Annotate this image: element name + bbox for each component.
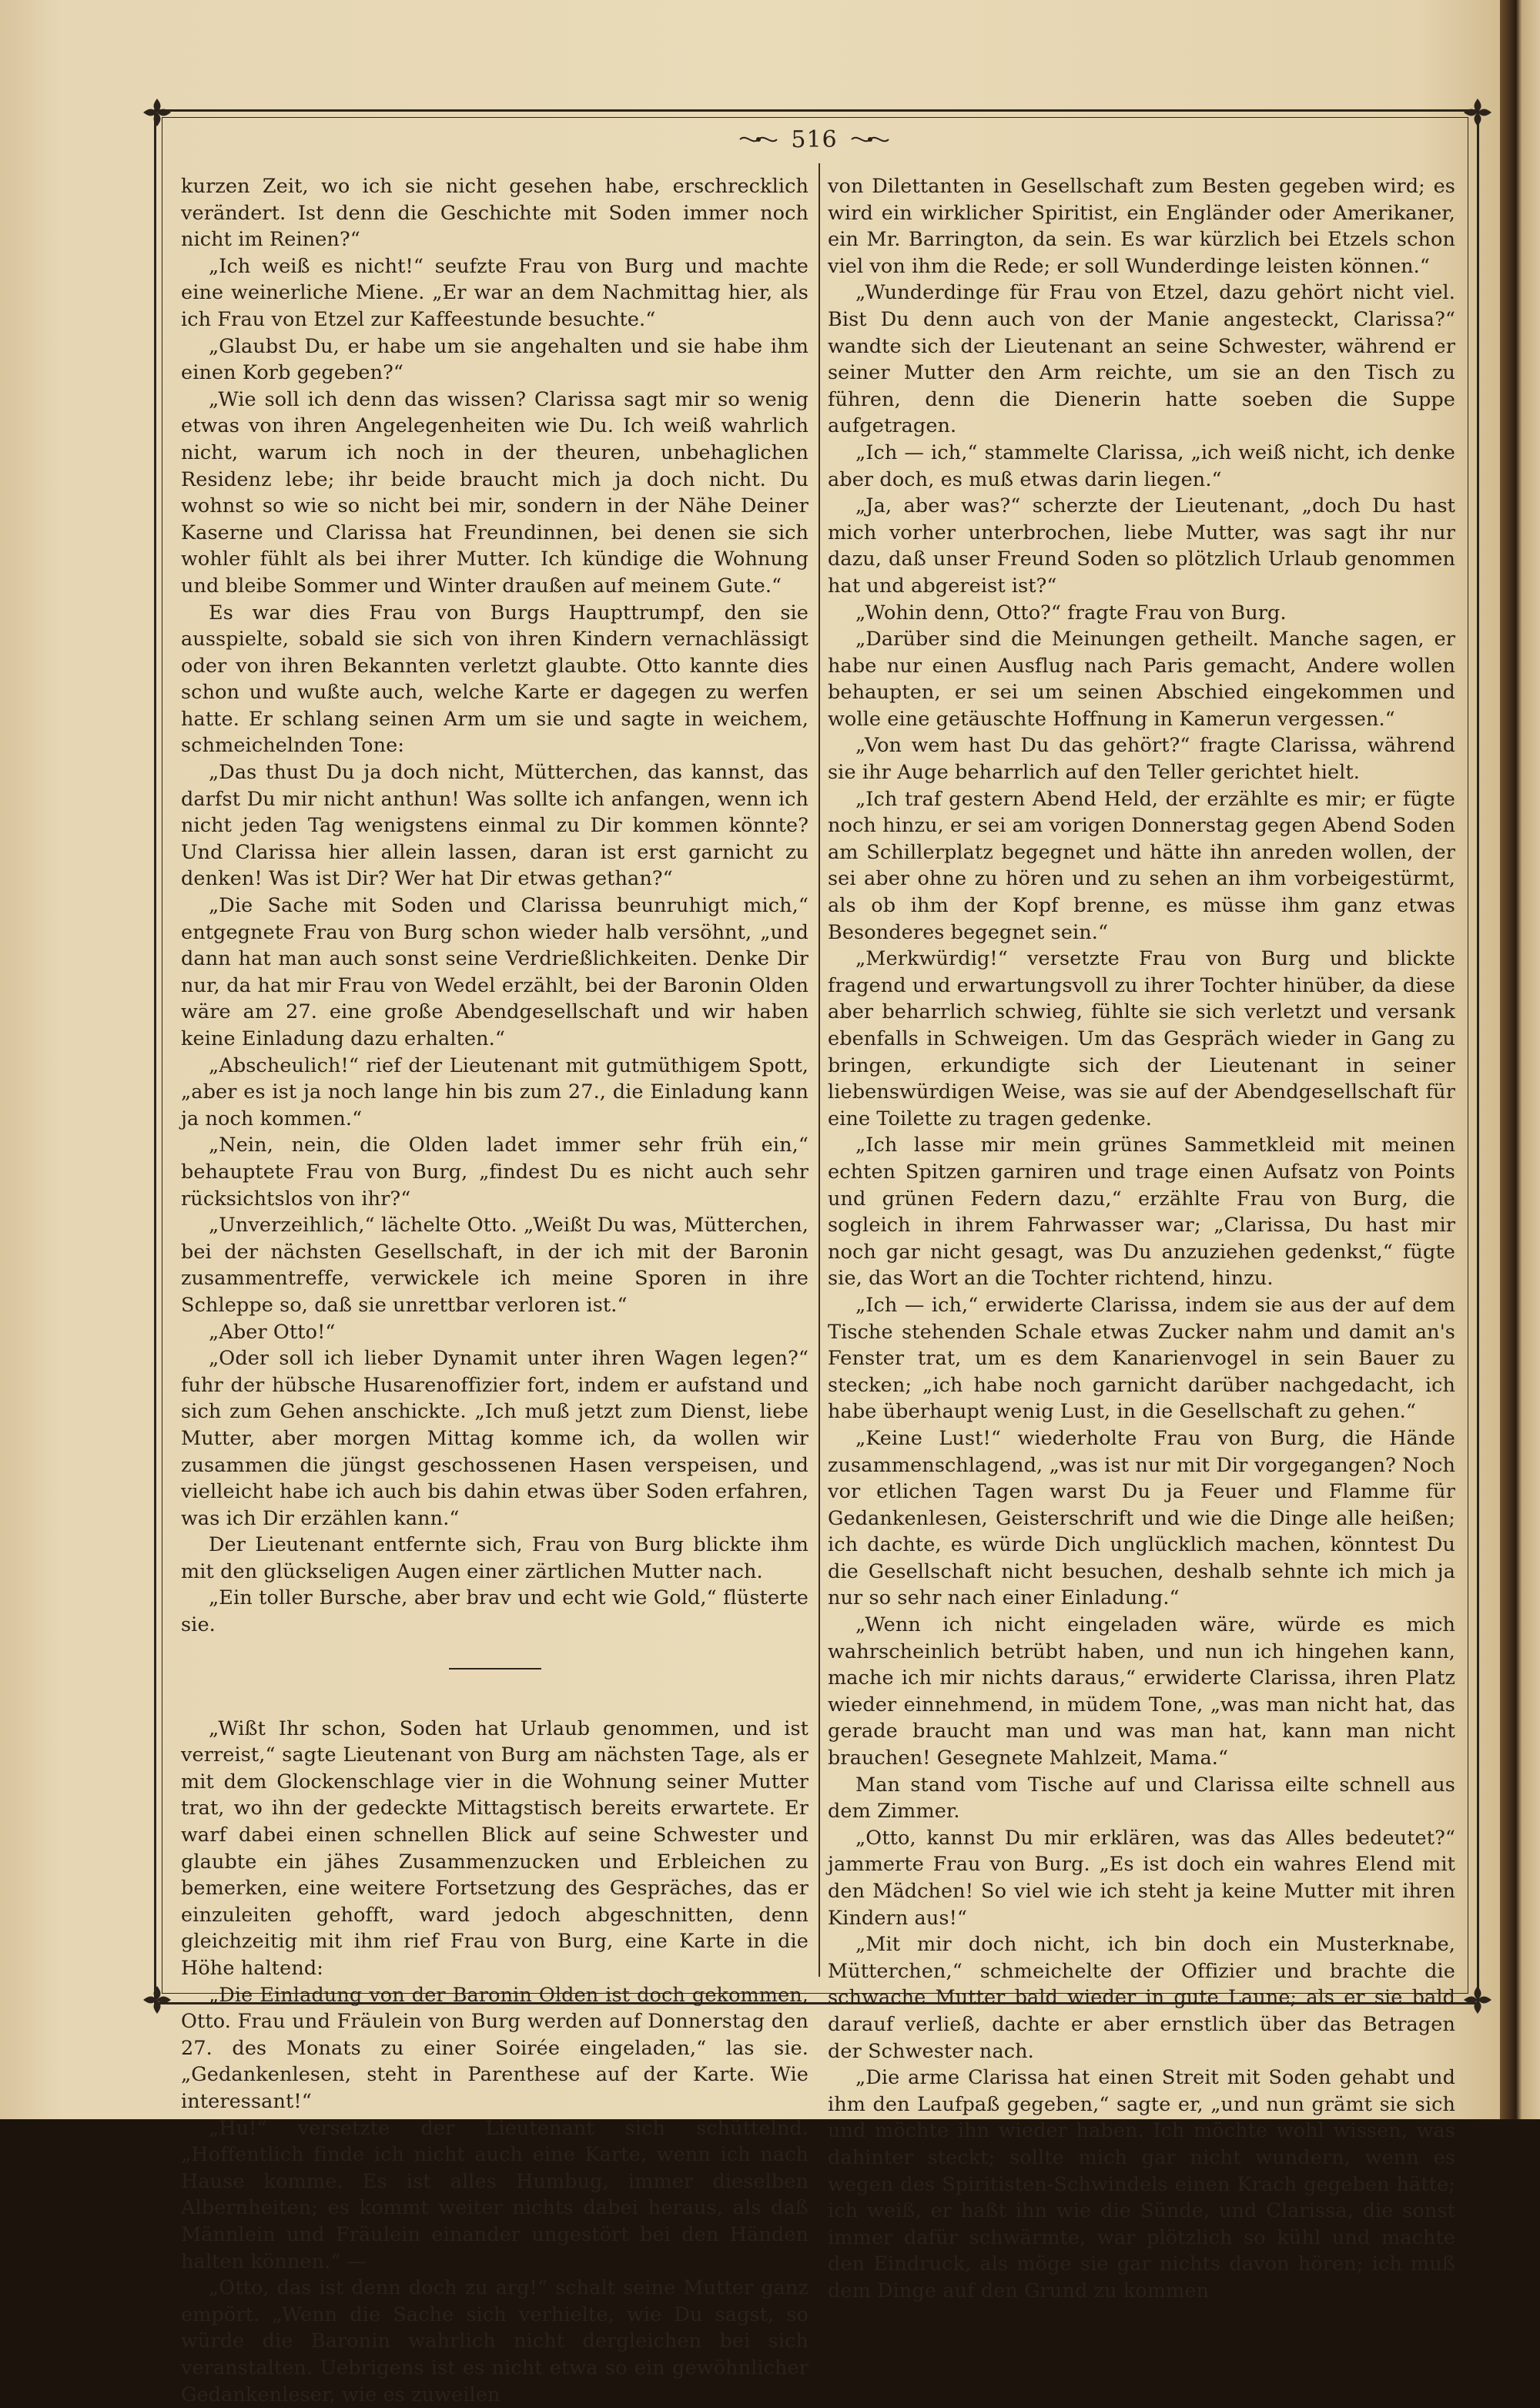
paragraph: von Dilettanten in Gesellschaft zum Besten gegeben wird; es wird ein wirklicher Spiritist, ein Engländer oder Amerikaner, ein Mr. Barrington, da sein. Es war kürzlich bei Etzels schon viel von ihm die Rede; er soll Wunderdinge leisten können.“: [828, 175, 1455, 278]
paragraph: „Hu!“ versetzte der Lieutenant sich schüttelnd. „Hoffentlich finde ich nicht auch eine Karte, wenn ich nach Hause komme. Es ist alles Humbug, immer dieselben Albernheiten; es kommt weiter nichts dabei heraus, als daß Männlein und Fräulein einander ungestört bei den Händen halten können.“ —: [181, 2116, 808, 2273]
paragraph: „Otto, das ist denn doch zu arg!“ schalt seine Mutter ganz empört. „Wenn die Sache sich verhielte, wie Du sagst, so würde die Baronin wahrlich nicht dergleichen bei sich veranstalten. Uebrigens ist es nicht etwa so ein gewöhnlicher Gedankenleser, wie es zuweilen: [181, 2276, 808, 2406]
corner-ornament-icon: [139, 1981, 176, 2018]
adjacent-page-edge: [1500, 0, 1540, 2119]
page-number: 516: [791, 126, 838, 153]
paragraph: „Wohin denn, Otto?“ fragte Frau von Burg.: [855, 601, 1287, 625]
page-header: [177, 122, 1451, 157]
paragraph: „Das thust Du ja doch nicht, Mütterchen, das kannst, das darfst Du mir nicht anthun! Was sollte ich anfangen, wenn ich nicht jeden Tag wenigstens einmal zu Dir kommen könnte? Und Clarissa hier allein lassen, daran ist erst garnicht zu denken! Was ist Dir? Wer hat Dir etwas gethan?“: [181, 761, 808, 891]
paragraph: „Aber Otto!“: [209, 1320, 336, 1344]
paragraph: „Wunderdinge für Frau von Etzel, dazu gehört nicht viel. Bist Du denn auch von der Manie angesteckt, Clarissa?“ wandte sich der Lieutenant an seine Schwester, während er seiner Mutter den Arm reichte, um sie an den Tisch zu führen, denn die Dienerin hatte soeben die Suppe aufgetragen.: [828, 281, 1455, 438]
paragraph: Es war dies Frau von Burgs Haupttrumpf, den sie ausspielte, sobald sie sich von ihren Kindern vernachlässigt oder von ihren Bekannten verletzt glaubte. Otto kannte dies schon und wußte auch, welche Karte er dagegen zu werfen hatte. Er schlang seinen Arm um sie und sagte in weichem, schmeichelnden Tone:: [181, 601, 808, 758]
paragraph: „Ich traf gestern Abend Held, der erzählte es mir; er fügte noch hinzu, er sei am vorigen Donnerstag gegen Abend Soden am Schillerplatz begegnet und hätte ihn anreden wollen, der sei aber ohne zu hören und zu sehen an ihm vorbeigestürmt, als ob ihm der Kopf brenne, es müsse ihm ganz etwas Besonderes begegnet sein.“: [828, 787, 1455, 944]
paragraph: „Ich — ich,“ erwiderte Clarissa, indem sie aus der auf dem Tische stehenden Schale etwas Zucker nahm und damit an's Fenster trat, um es dem Kanarienvogel in sein Bauer zu stecken; „ich habe noch garnicht darüber nachgedacht, ich habe überhaupt wenig Lust, in die Gesellschaft zu gehen.“: [828, 1293, 1455, 1424]
paragraph: „Ein toller Bursche, aber brav und echt wie Gold,“ flüsterte sie.: [181, 1586, 808, 1637]
corner-ornament-icon: [139, 94, 176, 131]
paragraph: „Unverzeihlich,“ lächelte Otto. „Weißt Du was, Mütterchen, bei der nächsten Gesellschaft, in der ich mit der Baronin zusammentreffe, verwickele ich meine Sporen in ihre Schleppe so, daß sie unrettbar verloren ist.“: [181, 1214, 808, 1317]
paragraph: kurzen Zeit, wo ich sie nicht gesehen habe, erschrecklich verändert. Ist denn die Geschichte mit Soden immer noch nicht im Reinen?“: [181, 175, 808, 252]
paragraph: „Nein, nein, die Olden ladet immer sehr früh ein,“ behauptete Frau von Burg, „findest Du es nicht auch sehr rücksichtslos von ihr?“: [181, 1134, 808, 1211]
paragraph: „Abscheulich!“ rief der Lieutenant mit gutmüthigem Spott, „aber es ist ja noch lange hin bis zum 27., die Einladung kann ja noch kommen.“: [181, 1053, 808, 1130]
corner-ornament-icon: [1459, 94, 1496, 131]
flourish-right-icon: [850, 132, 890, 146]
paragraph: „Ja, aber was?“ scherzte der Lieutenant, „doch Du hast mich vorher unterbrochen, liebe Mutter, was sagt ihr nur dazu, daß unser Freund Soden so plötzlich Urlaub genommen hat und abgereist ist?“: [828, 494, 1455, 598]
paragraph: „Otto, kannst Du mir erklären, was das Alles bedeutet?“ jammerte Frau von Burg. „Es ist doch ein wahres Elend mit den Mädchen! So viel wie ich steht ja keine Mutter mit ihren Kindern aus!“: [828, 1826, 1455, 1930]
paragraph: „Mit mir doch nicht, ich bin doch ein Musterknabe, Mütterchen,“ schmeichelte der Offizier und brachte die schwache Mutter bald wieder in gute Laune; als er sie bald darauf verließ, dachte er aber ernstlich über das Betragen der Schwester nach.: [828, 1933, 1455, 2063]
left-column: [181, 173, 808, 2406]
paragraph: Der Lieutenant entfernte sich, Frau von Burg blickte ihm mit den glückseligen Augen einer zärtlichen Mutter nach.: [181, 1533, 808, 1583]
paragraph: „Glaubst Du, er habe um sie angehalten und sie habe ihm einen Korb gegeben?“: [181, 334, 808, 385]
paragraph: „Die arme Clarissa hat einen Streit mit Soden gehabt und ihm den Laufpaß gegeben,“ sagte er, „und nun grämt sie sich und möchte ihn wieder haben. Ich möchte wohl wissen, was dahinter steckt; sollte mich gar nicht wundern, wenn es wegen des Spiritisten-Schwindels einen Krach gegeben hätte; ich weiß, er haßt ihn wie die Sünde, und Clarissa, die sonst immer dafür schwärmte, war plötzlich so kühl und machte den Eindruck, als möge sie gar nichts davon hören; ich muß dem Dinge auf den Grund zu kommen: [828, 2066, 1455, 2303]
right-column: [828, 173, 1455, 2303]
flourish-left-icon: [738, 132, 778, 146]
paragraph: „Ich lasse mir mein grünes Sammetkleid mit meinen echten Spitzen garniren und trage einen Aufsatz von Points und grünen Federn dazu,“ erzählte Frau von Burg, die sogleich in ihrem Fahrwasser war; „Clarissa, Du hast mir noch gar nicht gesagt, was Du anzuziehen gedenkst,“ fügte sie, das Wort an die Tochter richtend, hinzu.: [828, 1134, 1455, 1291]
paragraph: „Die Sache mit Soden und Clarissa beunruhigt mich,“ entgegnete Frau von Burg schon wieder halb versöhnt, „und dann hat man auch sonst seine Verdrießlichkeiten. Denke Dir nur, da hat mir Frau von Wedel erzählt, bei der Baronin Olden wäre am 27. eine große Abendgesellschaft und wir haben keine Einladung dazu erhalten.“: [181, 894, 808, 1050]
paragraph: „Die Einladung von der Baronin Olden ist doch gekommen, Otto. Frau und Fräulein von Burg werden auf Donnerstag den 27. des Monats zu einer Soirée eingeladen,“ las sie. „Gedankenlesen, steht in Parenthese auf der Karte. Wie interessant!“: [181, 1983, 808, 2113]
paragraph: „Oder soll ich lieber Dynamit unter ihren Wagen legen?“ fuhr der hübsche Husarenoffizier fort, indem er aufstand und sich zum Gehen anschickte. „Ich muß jetzt zum Dienst, liebe Mutter, aber morgen Mittag komme ich, da wollen wir zusammen die jüngst geschossenen Hasen verspeisen, und vielleicht habe ich auch bis dahin etwas über Soden erfahren, was ich Dir erzählen kann.“: [181, 1347, 808, 1530]
paragraph: „Darüber sind die Meinungen getheilt. Manche sagen, er habe nur einen Ausflug nach Paris gemacht, Andere wollen behaupten, er sei um seinen Abschied eingekommen und wolle eine getäuschte Hoffnung in Kamerun vergessen.“: [828, 628, 1455, 731]
paragraph: „Wie soll ich denn das wissen? Clarissa sagt mir so wenig etwas von ihren Angelegenheiten wie Du. Ich weiß wahrlich nicht, warum ich noch in der theuren, unbehaglichen Residenz lebe; ihr beide braucht mich ja doch nicht. Du wohnst so wie so nicht bei mir, sondern in der Nähe Deiner Kaserne und Clarissa hat Freundinnen, bei denen sie sich wohler fühlt als bei ihrer Mutter. Ich kündige die Wohnung und bleibe Sommer und Winter draußen auf meinem Gute.“: [181, 387, 808, 598]
paragraph: Man stand vom Tische auf und Clarissa eilte schnell aus dem Zimmer.: [828, 1773, 1455, 1824]
paragraph: „Ich weiß es nicht!“ seufzte Frau von Burg und machte eine weinerliche Miene. „Er war an dem Nachmittag hier, als ich Frau von Etzel zur Kaffeestunde besuchte.“: [181, 254, 808, 331]
paragraph: „Wenn ich nicht eingeladen wäre, würde es mich wahrscheinlich betrübt haben, und nun ich hingehen kann, mache ich mir nichts daraus,“ erwiderte Clarissa, ihren Platz wieder einnehmend, in müdem Tone, „was man nicht hat, das gerade braucht man und was man hat, kann man nicht brauchen! Gesegnete Mahlzeit, Mama.“: [828, 1613, 1455, 1770]
corner-ornament-icon: [1459, 1981, 1496, 2018]
paragraph: „Von wem hast Du das gehört?“ fragte Clarissa, während sie ihr Auge beharrlich auf den Teller gerichtet hielt.: [828, 734, 1455, 785]
section-divider: [449, 1668, 541, 1670]
column-divider: [819, 163, 820, 1977]
paragraph: „Wißt Ihr schon, Soden hat Urlaub genommen, und ist verreist,“ sagte Lieutenant von Burg am nächsten Tage, als er mit dem Glockenschlage vier in die Wohnung seiner Mutter trat, wo ihn der gedeckte Mittagstisch bereits erwartete. Er warf dabei einen schnellen Blick auf seine Schwester und glaubte ein jähes Zusammenzucken und Erbleichen zu bemerken, eine weitere Fortsetzung des Gespräches, das er einzuleiten gehofft, ward jedoch abgeschnitten, denn gleichzeitig mit ihm rief Frau von Burg, eine Karte in die Höhe haltend:: [181, 1716, 808, 1980]
paragraph: „Ich — ich,“ stammelte Clarissa, „ich weiß nicht, ich denke aber doch, es muß etwas darin liegen.“: [828, 440, 1455, 491]
paragraph: „Keine Lust!“ wiederholte Frau von Burg, die Hände zusammenschlagend, „was ist nur mit Dir vorgegangen? Noch vor etlichen Tagen warst Du ja Feuer und Flamme für Gedankenlesen, Geisterschrift und wie die Dinge alle heißen; ich dachte, es würde Dich unglücklich machen, könntest Du die Gesellschaft nicht besuchen, deshalb sehnte ich mich ja nur so sehr nach einer Einladung.“: [828, 1426, 1455, 1610]
paragraph: „Merkwürdig!“ versetzte Frau von Burg und blickte fragend und erwartungsvoll zu ihrer Tochter hinüber, da diese aber beharrlich schwieg, fühlte sie sich verletzt und versank ebenfalls in Schweigen. Um das Gespräch wieder in Gang zu bringen, erkundigte sich der Lieutenant in seiner liebenswürdigen Weise, was sie auf der Abendgesellschaft für eine Toilette zu tragen gedenke.: [828, 947, 1455, 1130]
